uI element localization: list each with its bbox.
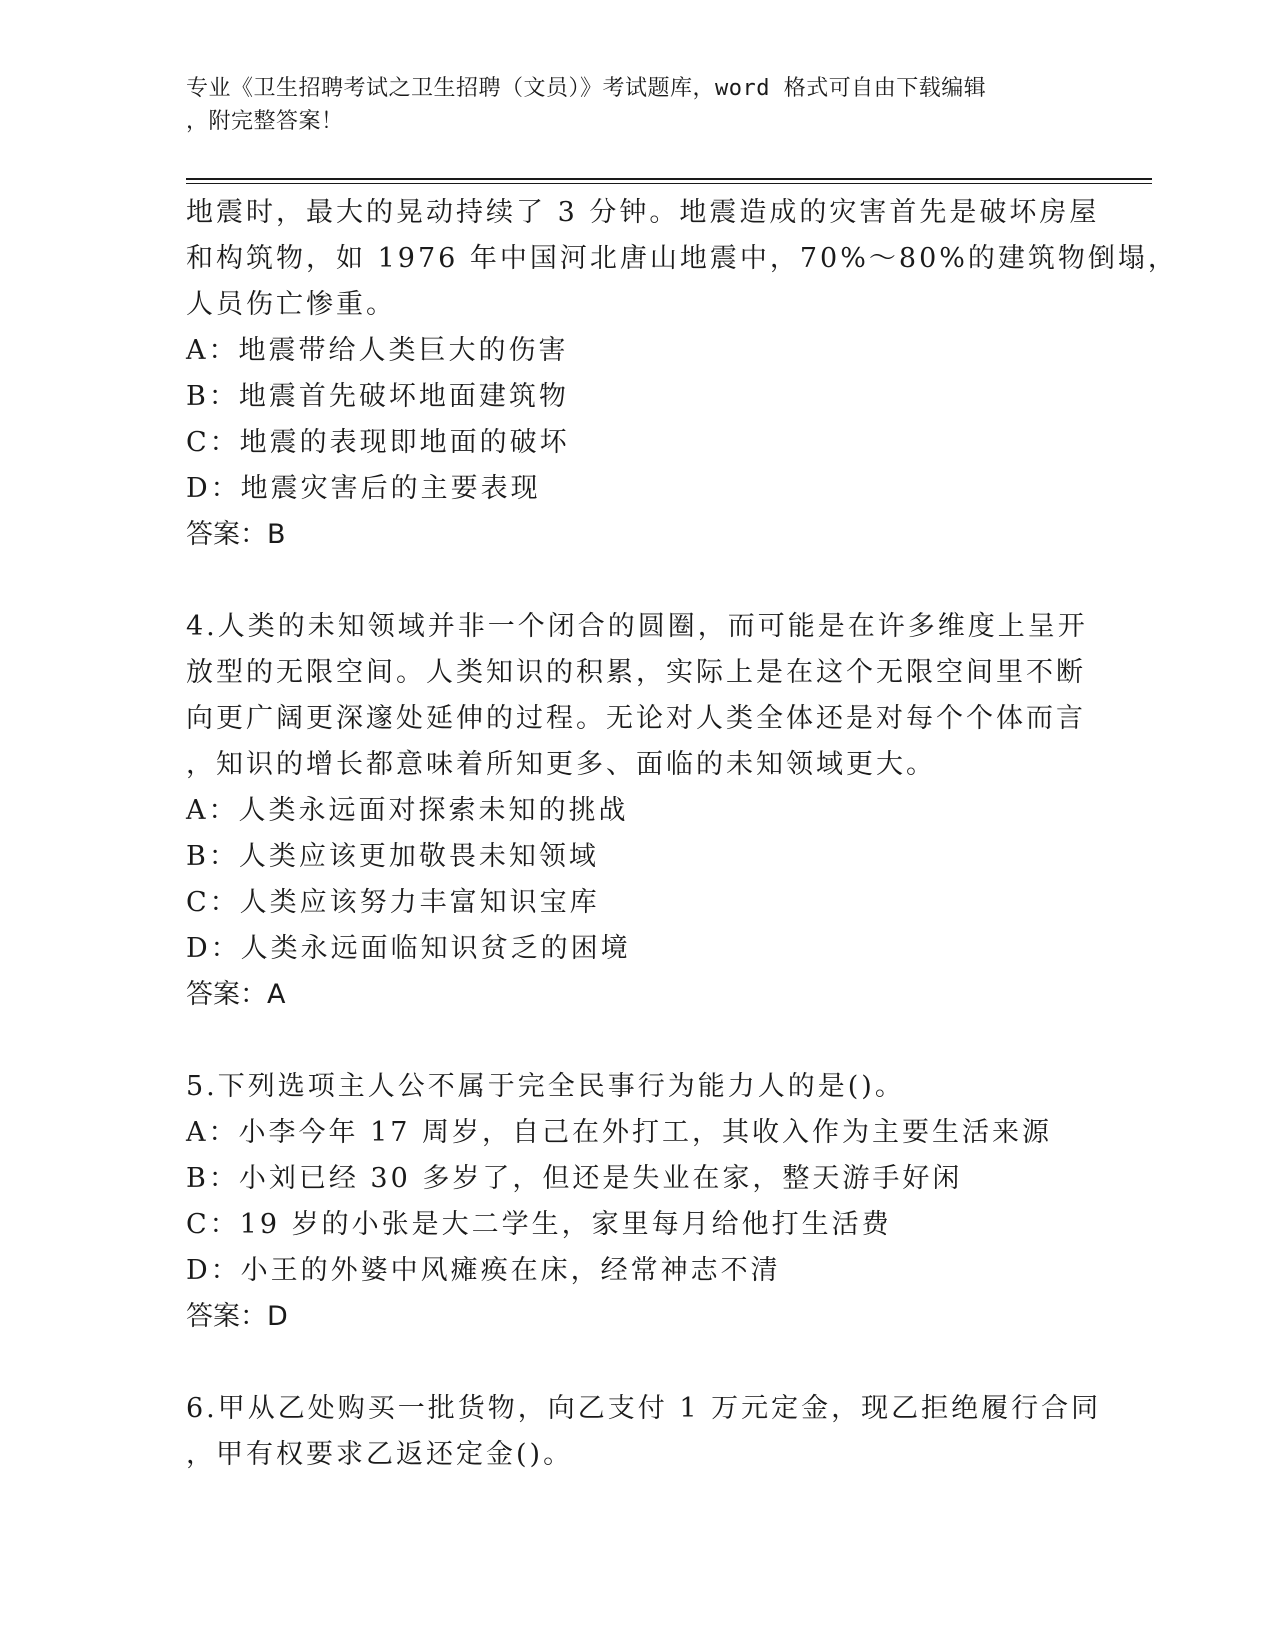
header-line-1: 专业《卫生招聘考试之卫生招聘（文员）》考试题库，word 格式可自由下载编辑	[186, 76, 987, 101]
option-c: C：人类应该努力丰富知识宝库	[186, 887, 600, 918]
question-stem-line: 和构筑物，如 1976 年中国河北唐山地震中，70%～80%的建筑物倒塌，	[186, 243, 1178, 274]
header-line-2: ，附完整答案！	[186, 109, 344, 134]
question-stem-line: 向更广阔更深邃处延伸的过程。无论对人类全体还是对每个个体而言	[186, 703, 1086, 734]
question-stem-line: 5.下列选项主人公不属于完全民事行为能力人的是()。	[186, 1071, 905, 1102]
question-5	[186, 1064, 1066, 1340]
answer-label: 答案：B	[186, 519, 286, 550]
question-stem-line: 地震时，最大的晃动持续了 3 分钟。地震造成的灾害首先是破坏房屋	[186, 197, 1100, 228]
answer-label: 答案：D	[186, 1301, 288, 1332]
option-d: D：小王的外婆中风瘫痪在床，经常神志不清	[186, 1255, 781, 1286]
option-b: B：地震首先破坏地面建筑物	[186, 381, 569, 412]
document-header	[186, 72, 1086, 138]
answer-label: 答案：A	[186, 979, 286, 1010]
option-d: D：人类永远面临知识贫乏的困境	[186, 933, 631, 964]
document-body	[186, 190, 1178, 1478]
option-c: C：地震的表现即地面的破坏	[186, 427, 570, 458]
option-a: A：地震带给人类巨大的伤害	[186, 335, 569, 366]
header-divider-thick	[186, 178, 1152, 180]
option-a: A：小李今年 17 周岁，自己在外打工，其收入作为主要生活来源	[186, 1117, 1053, 1148]
question-spacer	[186, 1018, 1066, 1064]
question-3	[186, 190, 1178, 558]
question-stem-line: 人员伤亡惨重。	[186, 289, 396, 320]
option-c: C：19 岁的小张是大二学生，家里每月给他打生活费	[186, 1209, 892, 1240]
question-stem-line: 4.人类的未知领域并非一个闭合的圆圈，而可能是在许多维度上呈开	[186, 611, 1088, 642]
header-divider-thin	[186, 183, 1152, 184]
question-spacer	[186, 1340, 1066, 1386]
question-stem-line: 放型的无限空间。人类知识的积累，实际上是在这个无限空间里不断	[186, 657, 1086, 688]
question-spacer	[186, 558, 1066, 604]
question-4	[186, 604, 1088, 1018]
question-6	[186, 1386, 1102, 1478]
option-b: B：小刘已经 30 多岁了，但还是失业在家，整天游手好闲	[186, 1163, 963, 1194]
question-stem-line: ，甲有权要求乙返还定金()。	[186, 1439, 574, 1470]
option-b: B：人类应该更加敬畏未知领域	[186, 841, 599, 872]
option-a: A：人类永远面对探索未知的挑战	[186, 795, 629, 826]
question-stem-line: 6.甲从乙处购买一批货物，向乙支付 1 万元定金，现乙拒绝履行合同	[186, 1393, 1102, 1424]
option-d: D：地震灾害后的主要表现	[186, 473, 541, 504]
question-stem-line: ，知识的增长都意味着所知更多、面临的未知领域更大。	[186, 749, 936, 780]
